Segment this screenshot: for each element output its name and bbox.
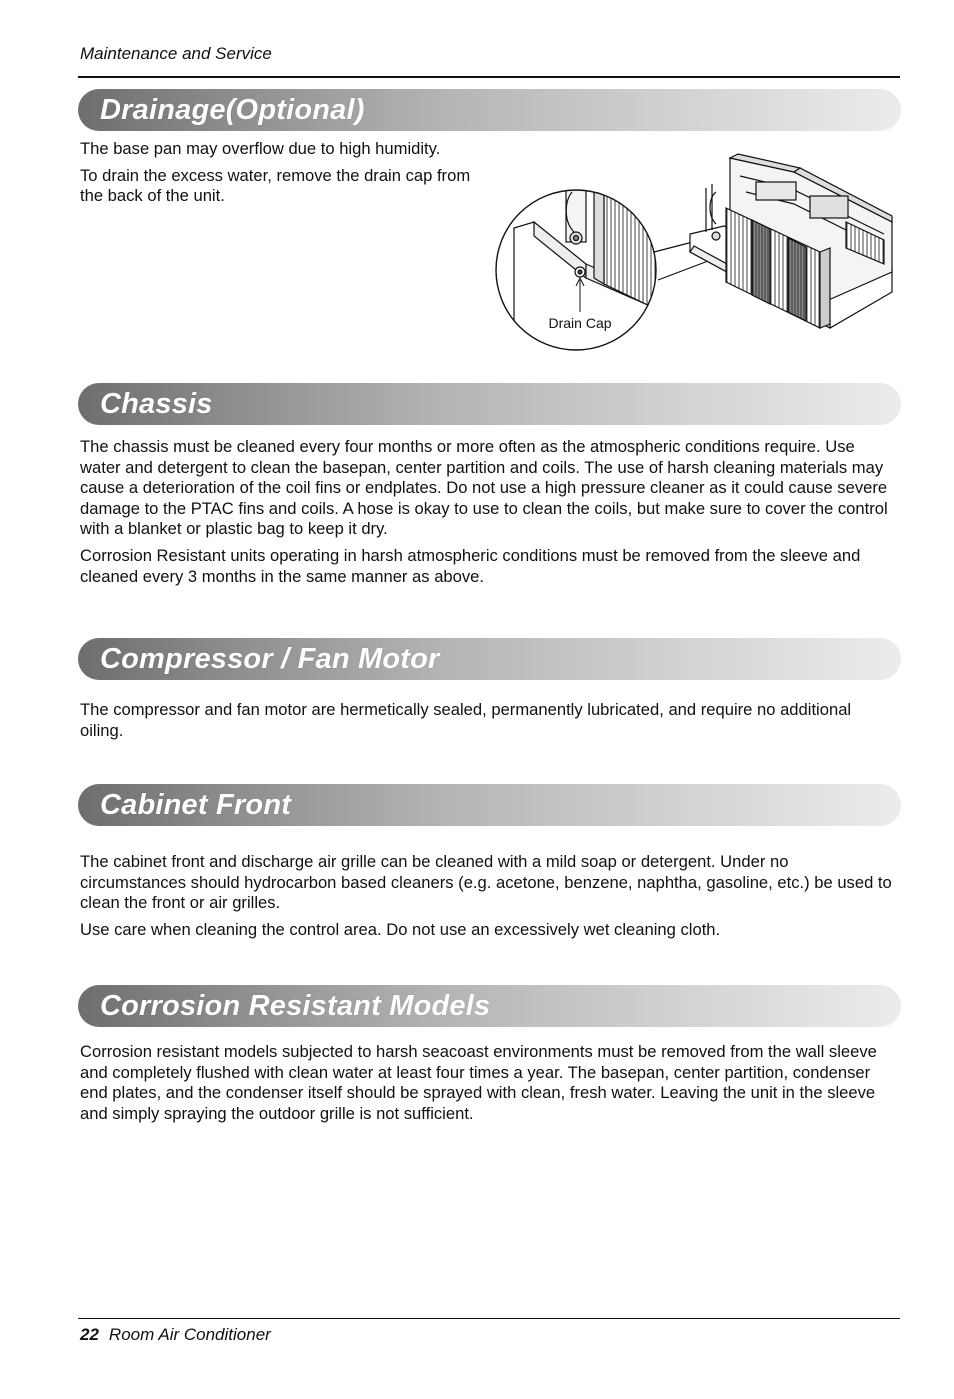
footer-rule — [78, 1318, 900, 1319]
corrosion-body — [80, 1042, 895, 1130]
section-banner-compressor — [78, 638, 901, 680]
section-title-drainage: Drainage(Optional) — [100, 94, 365, 126]
header-rule — [78, 76, 900, 78]
page-footer — [80, 1325, 271, 1345]
drainage-paragraph: To drain the excess water, remove the drain cap from the back of the unit. — [80, 165, 471, 206]
section-banner-chassis — [78, 383, 901, 425]
section-title-chassis: Chassis — [100, 388, 213, 420]
section-title-cabinet: Cabinet Front — [100, 789, 292, 821]
drain-cap-figure — [494, 152, 904, 358]
drainage-paragraph: The base pan may overflow due to high humidity. — [80, 139, 441, 158]
chassis-body — [80, 437, 895, 593]
section-banner-corrosion — [78, 985, 901, 1027]
chassis-paragraph: Corrosion Resistant units operating in harsh atmospheric conditions must be removed from the sleeve and cleaned every 3 months in the same manner as above. — [80, 545, 861, 586]
chassis-paragraph: The chassis must be cleaned every four months or more often as the atmospheric conditions require. Use water and detergent to clean the basepan, center partition and coils. The use of harsh cleaning materials may cause a deterioration of the coil fins or endplates. Do not use a high pressure cleaner as it could cause severe damage to the PTAC fins and coils. A hose is okay to use to clean the coils, but make sure to cover the control with a blanket or plastic bag to keep it dry. — [80, 437, 888, 539]
section-banner-cabinet — [78, 784, 901, 826]
section-banner-drainage — [78, 89, 901, 131]
ptac-unit-illustration — [494, 152, 904, 358]
drain-cap-label: Drain Cap — [548, 315, 612, 331]
section-title-corrosion: Corrosion Resistant Models — [100, 990, 491, 1022]
drainage-body — [80, 139, 490, 213]
footer-title: Room Air Conditioner — [108, 1325, 271, 1344]
cabinet-paragraph: The cabinet front and discharge air grille can be cleaned with a mild soap or detergent. Under no circumstances should hydrocarbon based cleaners (e.g. acetone, benzene, naphtha, gasoline, etc.) be used to clean the front or air grilles. — [80, 852, 892, 913]
page-number: 22 — [80, 1325, 99, 1344]
compressor-body — [80, 700, 895, 747]
compressor-paragraph: The compressor and fan motor are hermetically sealed, permanently lubricated, and require no additional oiling. — [80, 700, 852, 740]
cabinet-body — [80, 852, 895, 946]
section-title-compressor: Compressor / Fan Motor — [100, 643, 440, 675]
running-head: Maintenance and Service — [80, 44, 272, 63]
cabinet-paragraph: Use care when cleaning the control area. Do not use an excessively wet cleaning cloth. — [80, 919, 721, 939]
corrosion-paragraph: Corrosion resistant models subjected to harsh seacoast environments must be removed from the wall sleeve and completely flushed with clean water at least four times a year. The basepan, center partition, condenser end plates, and the condenser itself should be sprayed with clean, fresh water. Leaving the unit in the sleeve and simply spraying the outdoor grille is not sufficient. — [80, 1042, 877, 1123]
